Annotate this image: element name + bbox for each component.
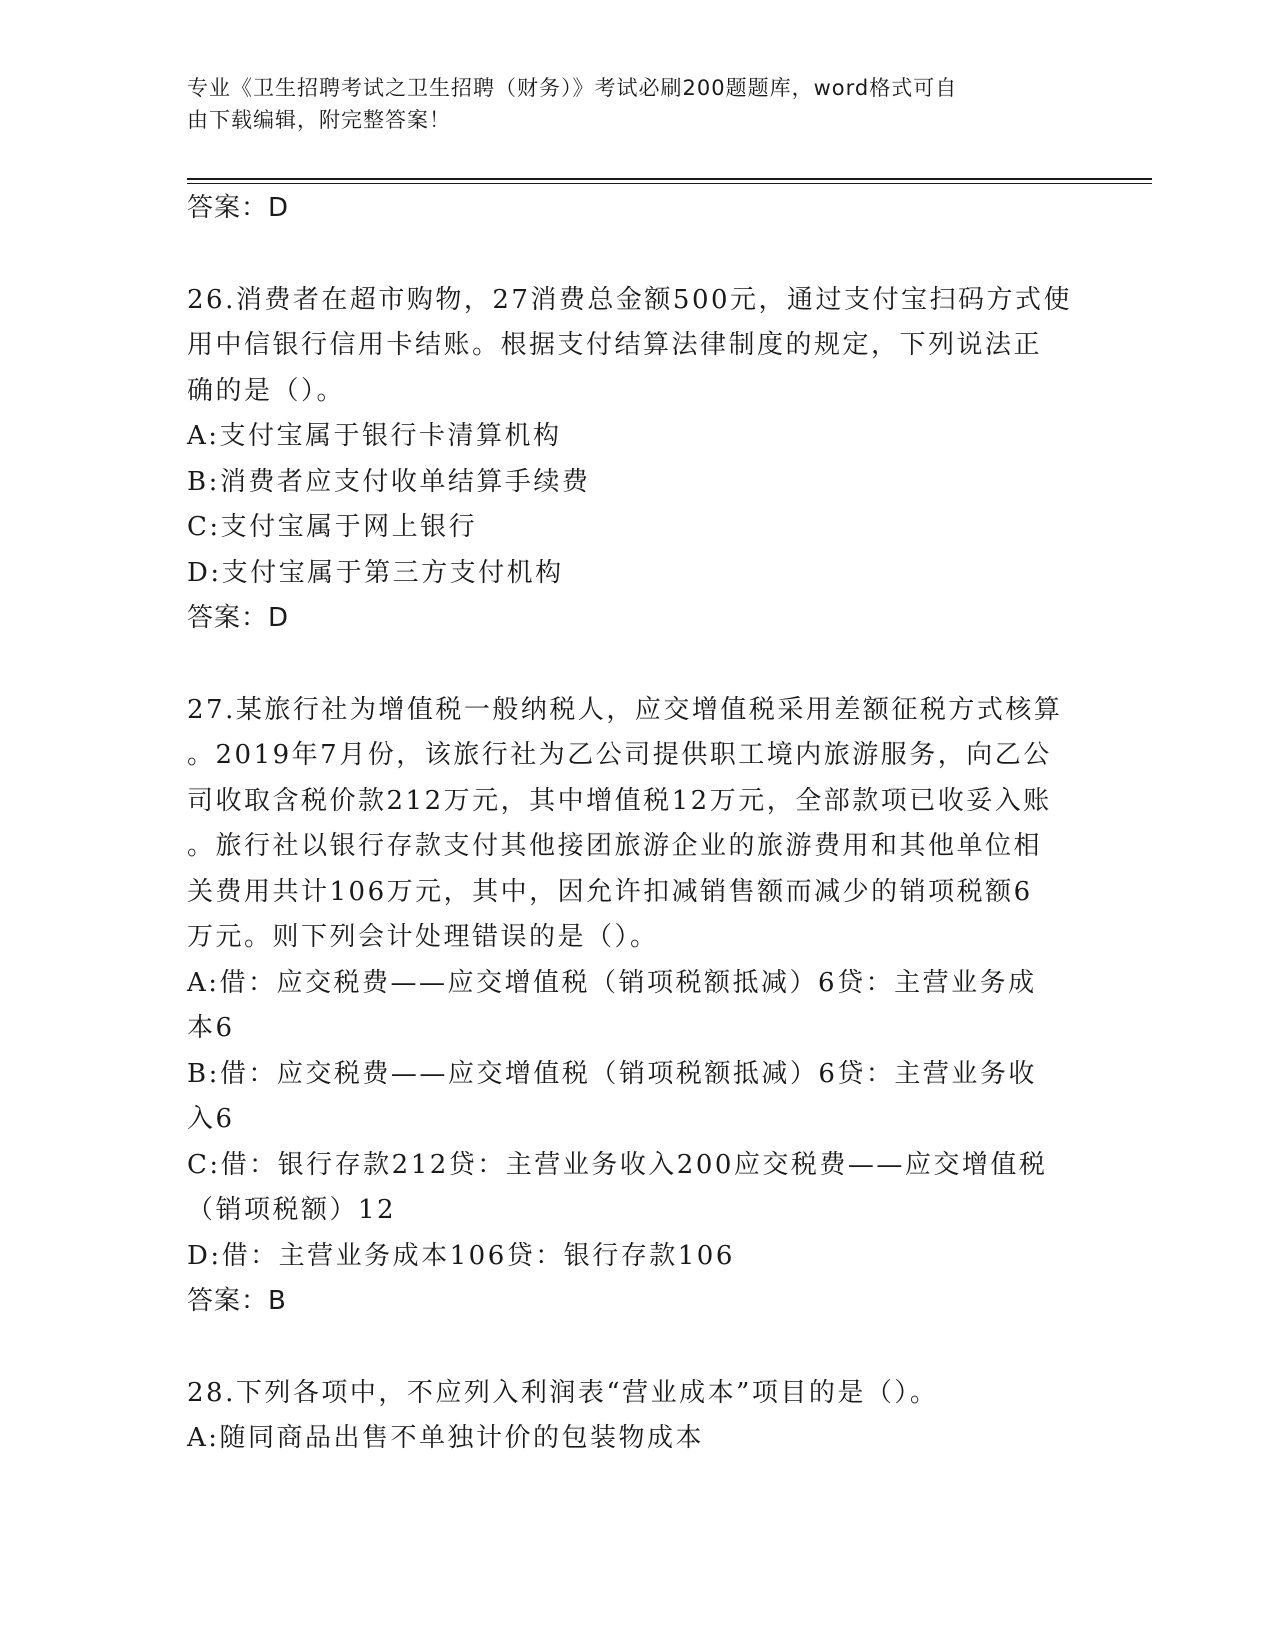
question-27-option-a: A:借：应交税费——应交增值税（销项税额抵减）6贷：主营业务成 <box>187 967 1037 998</box>
answer-26: 答案：D <box>187 603 290 633</box>
question-27 <box>187 688 1087 1280</box>
question-26-option-d: D:支付宝属于第三方支付机构 <box>187 557 564 588</box>
question-27-option-b-cont: 入6 <box>187 1104 235 1134</box>
question-27-option-c-cont: （销项税额）12 <box>187 1195 397 1225</box>
question-26-line-1: 26.消费者在超市购物，27消费总金额500元，通过支付宝扫码方式使 <box>187 284 1073 315</box>
page-header <box>187 72 1067 136</box>
question-26-line-3: 确的是（）。 <box>187 375 346 406</box>
question-27-line-4: 。旅行社以银行存款支付其他接团旅游企业的旅游费用和其他单位相 <box>187 831 1043 861</box>
header-line-1: 专业《卫生招聘考试之卫生招聘（财务）》考试必刷200题题库，word格式可自 <box>187 76 958 100</box>
question-27-option-a-cont: 本6 <box>187 1013 235 1043</box>
question-26-option-a: A:支付宝属于银行卡清算机构 <box>187 421 562 451</box>
answer-25: 答案：D <box>187 193 290 223</box>
question-26-option-c: C:支付宝属于网上银行 <box>187 512 478 542</box>
header-rule-thin <box>187 183 1152 184</box>
question-26-option-b: B:消费者应支付收单结算手续费 <box>187 466 591 497</box>
question-27-line-2: 。2019年7月份，该旅行社为乙公司提供职工境内旅游服务，向乙公 <box>187 740 1052 770</box>
answer-27: 答案：B <box>187 1286 287 1316</box>
header-rule-thick <box>187 178 1152 180</box>
question-27-option-c: C:借：银行存款212贷：主营业务收入200应交税费——应交增值税 <box>187 1149 1048 1180</box>
header-line-2: 由下载编辑，附完整答案！ <box>187 108 451 132</box>
question-26-line-2: 用中信银行信用卡结账。根据支付结算法律制度的规定，下列说法正 <box>187 330 1043 360</box>
question-27-line-6: 万元。则下列会计处理错误的是（）。 <box>187 922 659 952</box>
question-28 <box>187 1371 1087 1462</box>
question-28-option-a: A:随同商品出售不单独计价的包装物成本 <box>187 1423 705 1453</box>
question-27-line-5: 关费用共计106万元，其中，因允许扣减销售额而减少的销项税额6 <box>187 876 1033 907</box>
document-body <box>187 186 1087 1462</box>
question-27-option-d: D:借：主营业务成本106贷：银行存款106 <box>187 1240 735 1271</box>
question-27-line-3: 司收取含税价款212万元，其中增值税12万元，全部款项已收妥入账 <box>187 785 1052 816</box>
spacer <box>187 642 1087 688</box>
spacer <box>187 1325 1087 1371</box>
question-28-line-1: 28.下列各项中，不应列入利润表“营业成本”项目的是（）。 <box>187 1377 939 1408</box>
spacer <box>187 232 1087 278</box>
question-27-line-1: 27.某旅行社为增值税一般纳税人，应交增值税采用差额征税方式核算 <box>187 694 1063 725</box>
question-26 <box>187 278 1087 597</box>
question-27-option-b: B:借：应交税费——应交增值税（销项税额抵减）6贷：主营业务收 <box>187 1058 1037 1089</box>
